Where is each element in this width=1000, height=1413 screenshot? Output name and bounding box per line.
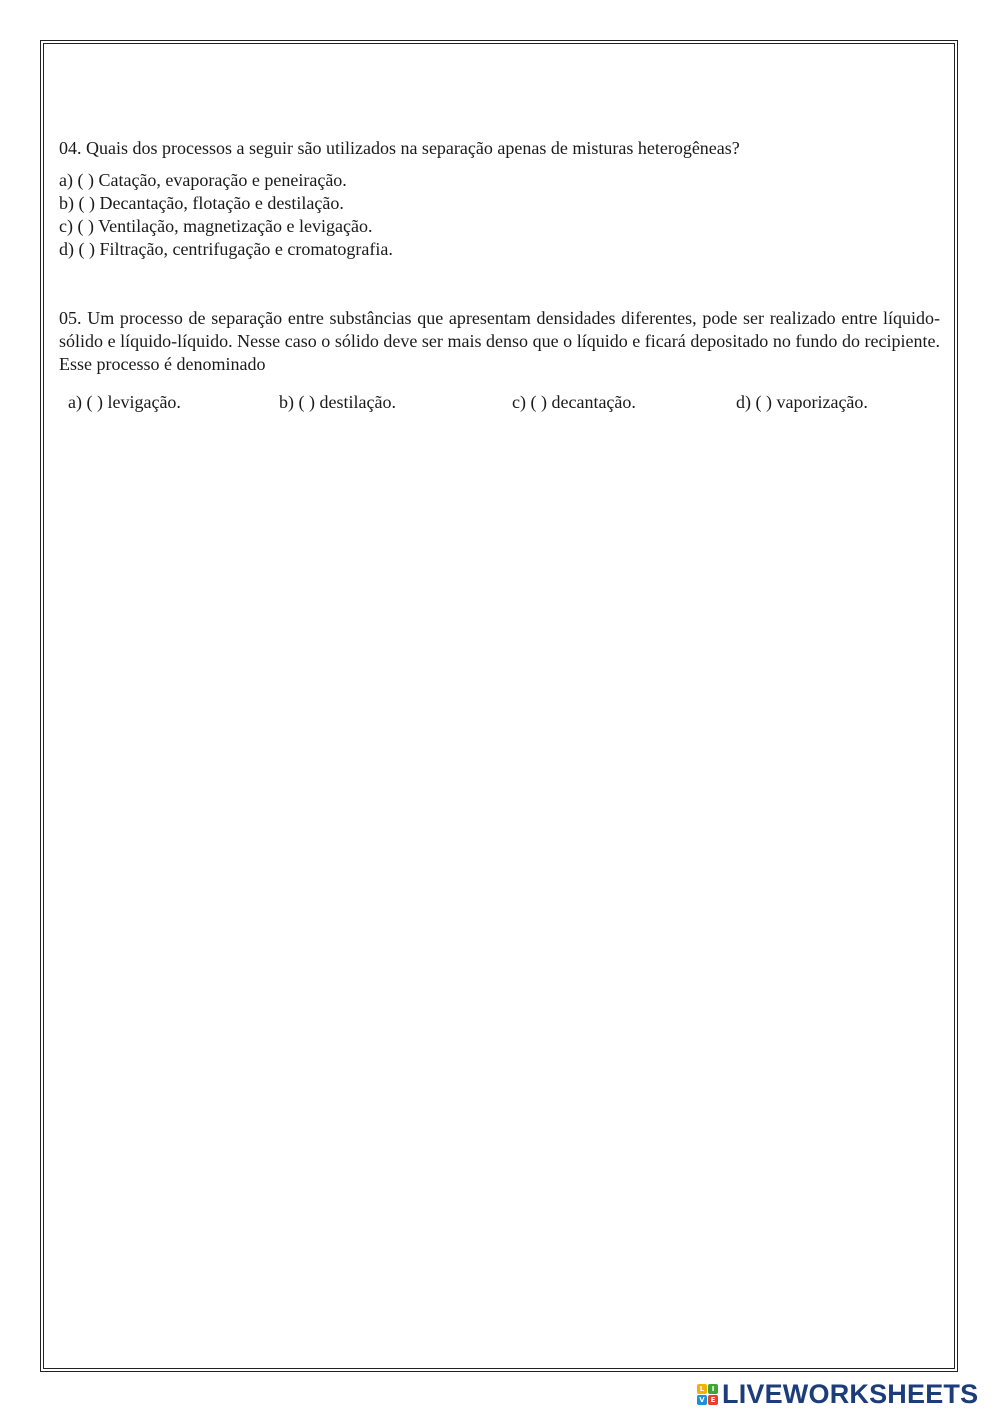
question-4-option-c[interactable]: c) ( ) Ventilação, magnetização e levigação. <box>59 216 373 236</box>
question-5-option-b[interactable]: b) ( ) destilação. <box>279 392 396 412</box>
question-5-text: 05. Um processo de separação entre substâncias que apresentam densidades diferentes, pode ser realizado entre líquido-sólido e líquido-líquido. Nesse caso o sólido deve ser mais denso que o líquido e ficará depositado no fundo do recipiente. Esse processo é denominado <box>59 308 940 374</box>
liveworksheets-brand <box>697 1379 978 1409</box>
question-4-text: 04. Quais dos processos a seguir são utilizados na separação apenas de misturas heterogêneas? <box>59 138 740 158</box>
worksheet-content <box>59 137 940 415</box>
liveworksheets-logo-icon: L I V E <box>697 1384 718 1405</box>
question-5-option-a[interactable]: a) ( ) levigação. <box>68 392 181 412</box>
question-4-options <box>59 169 940 261</box>
brand-name: LIVEWORKSHEETS <box>722 1378 979 1409</box>
question-5-option-d[interactable]: d) ( ) vaporização. <box>736 392 868 412</box>
question-4-option-a[interactable]: a) ( ) Catação, evaporação e peneiração. <box>59 170 347 190</box>
question-4-option-d[interactable]: d) ( ) Filtração, centrifugação e cromatografia. <box>59 239 393 259</box>
question-5-options <box>59 391 940 415</box>
question-4-option-b[interactable]: b) ( ) Decantação, flotação e destilação. <box>59 193 344 213</box>
question-5-option-c[interactable]: c) ( ) decantação. <box>512 392 636 412</box>
